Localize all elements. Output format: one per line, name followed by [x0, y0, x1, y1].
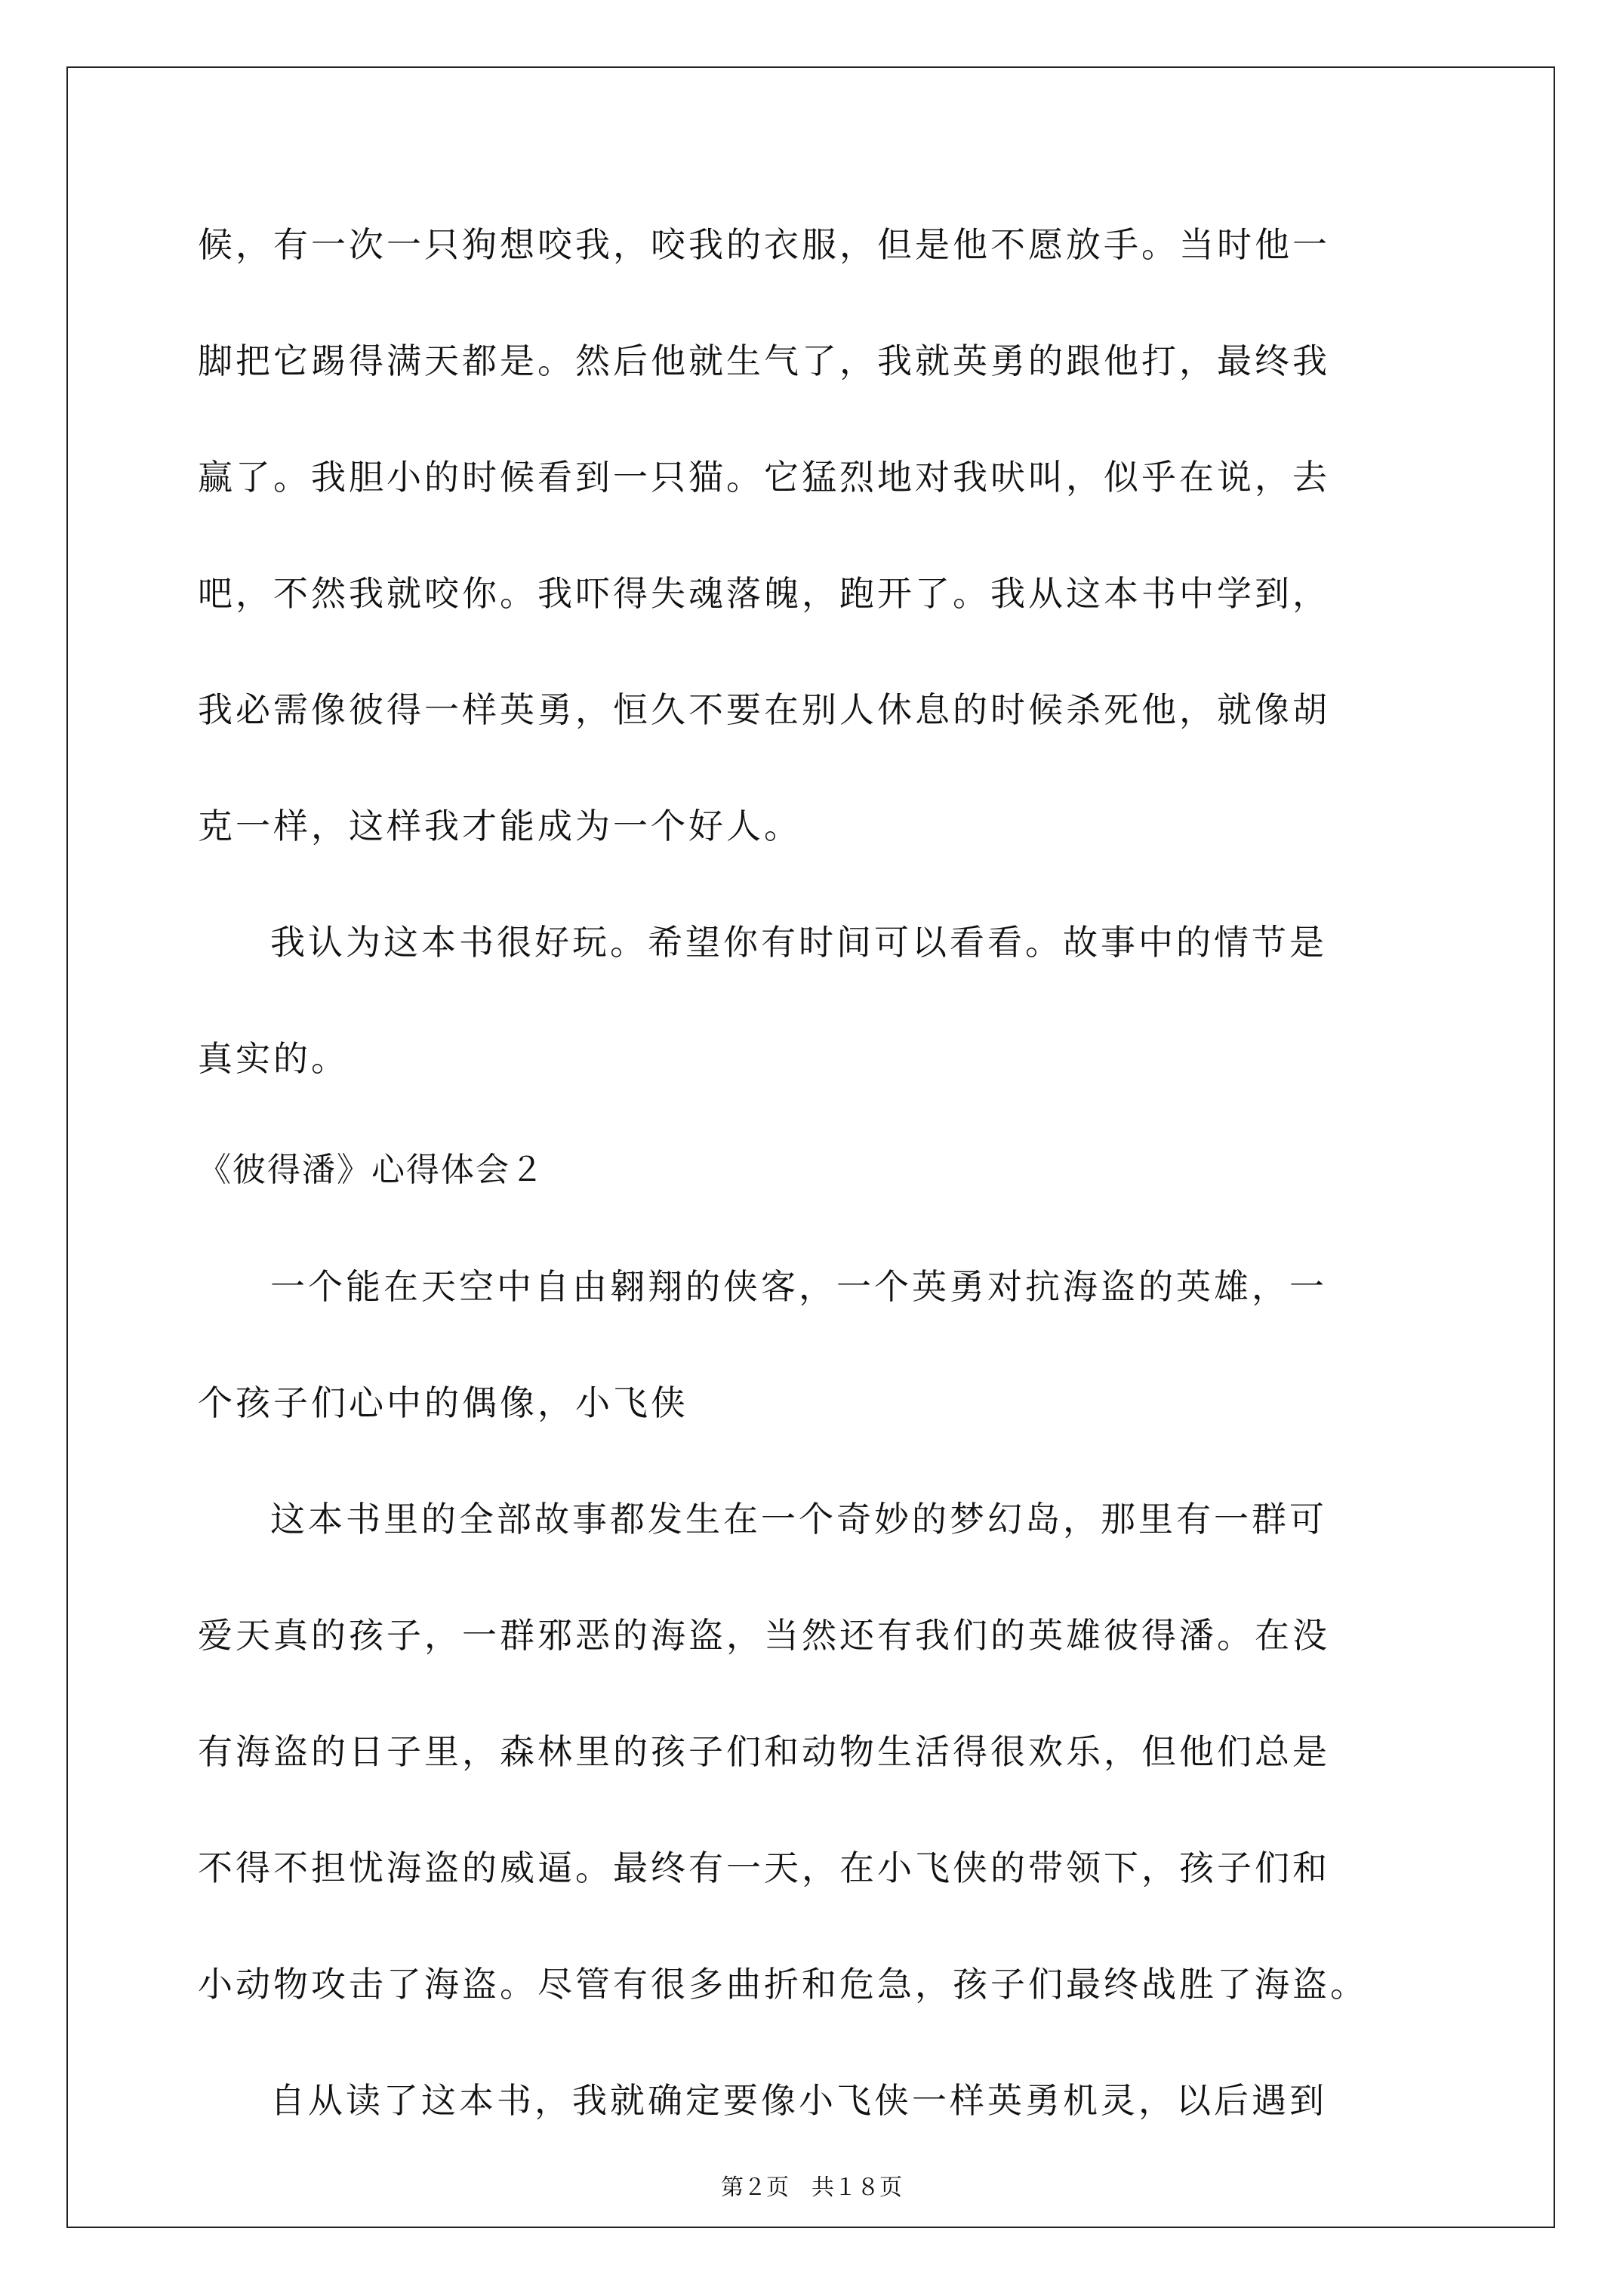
- body-text-line: 这本书里的全部故事都发生在一个奇妙的梦幻岛，那里有一群可: [270, 1499, 1327, 1539]
- body-text-line: 脚把它踢得满天都是。然后他就生气了，我就英勇的跟他打，最终我: [198, 341, 1330, 381]
- section-heading: 《彼得潘》心得体会２: [198, 1151, 545, 1189]
- body-text-line: 我认为这本书很好玩。希望你有时间可以看看。故事中的情节是: [270, 922, 1327, 963]
- body-text-line: 个孩子们心中的偶像，小飞侠: [198, 1382, 688, 1423]
- body-text-line: 不得不担忧海盗的威逼。最终有一天，在小飞侠的带领下，孩子们和: [198, 1848, 1330, 1888]
- body-text-line: 我必需像彼得一样英勇，恒久不要在别人休息的时候杀死他，就像胡: [198, 689, 1330, 730]
- body-text-line: 爱天真的孩子，一群邪恶的海盗，当然还有我们的英雄彼得潘。在没: [198, 1615, 1330, 1656]
- body-text-line: 一个能在天空中自由翱翔的侠客，一个英勇对抗海盗的英雄，一: [270, 1266, 1327, 1307]
- body-text-line: 有海盗的日子里，森林里的孩子们和动物生活得很欢乐，但他们总是: [198, 1731, 1330, 1772]
- body-text-line: 候，有一次一只狗想咬我，咬我的衣服，但是他不愿放手。当时他一: [198, 224, 1330, 265]
- body-text-line: 真实的。: [198, 1038, 349, 1079]
- body-text-line: 小动物攻击了海盗。尽管有很多曲折和危急，孩子们最终战胜了海盗。: [198, 1964, 1368, 2005]
- body-text-line: 克一样，这样我才能成为一个好人。: [198, 806, 802, 846]
- body-text-line: 赢了。我胆小的时候看到一只猫。它猛烈地对我吠叫，似乎在说，去: [198, 457, 1330, 498]
- page-number-footer: 第２页 共１８页: [721, 2174, 902, 2201]
- body-text-line: 吧，不然我就咬你。我吓得失魂落魄，跑开了。我从这本书中学到，: [198, 573, 1330, 614]
- body-text-line: 自从读了这本书，我就确定要像小飞侠一样英勇机灵，以后遇到: [270, 2080, 1327, 2121]
